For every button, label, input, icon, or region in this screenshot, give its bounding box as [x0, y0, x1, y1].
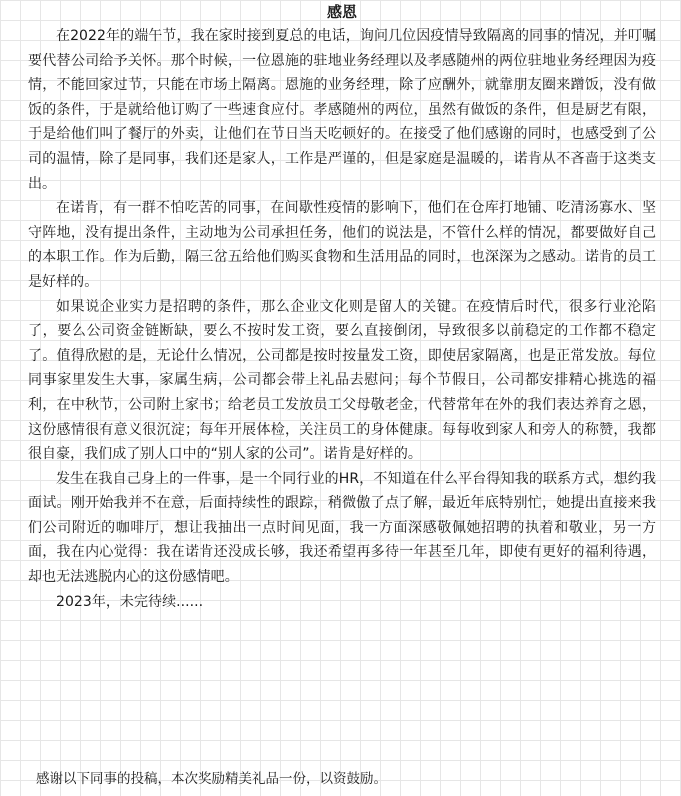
- document-title: 感恩: [326, 3, 357, 21]
- paragraph-company-culture: 如果说企业实力是招聘的条件，那么企业文化则是留人的关键。在疫情后时代，很多行业沦陷了，要么公司资金链断缺，要么不按时发工资，要么直接倒闭，导致很多以前稳定的工作都不稳定了。值得欣慰的是，无论什么情况，公司都是按时按量发工资，即使居家隔离，也是正常发放。每位同事家里发生大事，家属生病，公司都会带上礼品去慰问；每个节假日，公司都安排精心挑选的福利，在中秋节，公司附上家书；给老员工发放员工父母敬老金，代替常年在外的我们表达养育之恩，这份感情很有意义很沉淀；每年开展体检，关注员工的身体健康。每每收到家人和旁人的称赞，我都很自豪，我们成了别人口中的“别人家的公司”。诺肯是好样的。: [28, 298, 656, 463]
- paragraph-warehouse-colleagues: 在诺肯，有一群不怕吃苦的同事，在间歇性疫情的影响下，他们在仓库打地铺、吃清汤寡水、坚守阵地，没有提出条件，主动地为公司承担任务，他们的说法是，不管什么样的情况，都要做好自己的本职工作。作为后勤，隔三岔五给他们购买食物和生活用品的同时，也深深为之感动。诺肯的员工是好样的。: [28, 200, 656, 290]
- document-body: [28, 0, 656, 614]
- paragraph-to-be-continued: 2023年，未完待续......: [56, 593, 204, 610]
- paragraph-hr-interview: 发生在我自己身上的一件事，是一个同行业的HR，不知道在什么平台得知我的联系方式，想约我面试。刚开始我并不在意，后面持续性的跟踪，稍微傲了点了解，最近年底特别忙，她提出直接来我们公司附近的咖啡厅，想让我抽出一点时间见面，我一方面深感敬佩她招聘的执着和敬业，另一方面，我在内心觉得：我在诺肯还没成长够，我还希望再多待一年甚至几年，即使有更好的福利待遇，却也无法逃脱内心的这份感情吧。: [28, 470, 656, 586]
- paragraph-dragon-boat-festival: 在2022年的端午节，我在家时接到夏总的电话，询问几位因疫情导致隔离的同事的情况，并叮嘱要代替公司给予关怀。那个时候，一位恩施的驻地业务经理以及孝感随州的两位驻地业务经理因为疫情，不能回家过节，只能在市场上隔离。恩施的业务经理，除了应酬外，就靠朋友圈来蹭饭，没有做饭的条件，于是就给他订购了一些速食应付。孝感随州的两位，虽然有做饭的条件，但是厨艺有限，于是给他们叫了餐厅的外卖，让他们在节日当天吃顿好的。在接受了他们感谢的同时，也感受到了公司的温情，除了是同事，我们还是家人，工作是严谨的，但是家庭是温暖的，诺肯从不吝啬于这类支出。: [28, 28, 656, 192]
- footer-acknowledgement: 感谢以下同事的投稿，本次奖励精美礼品一份，以资鼓励。: [36, 771, 387, 787]
